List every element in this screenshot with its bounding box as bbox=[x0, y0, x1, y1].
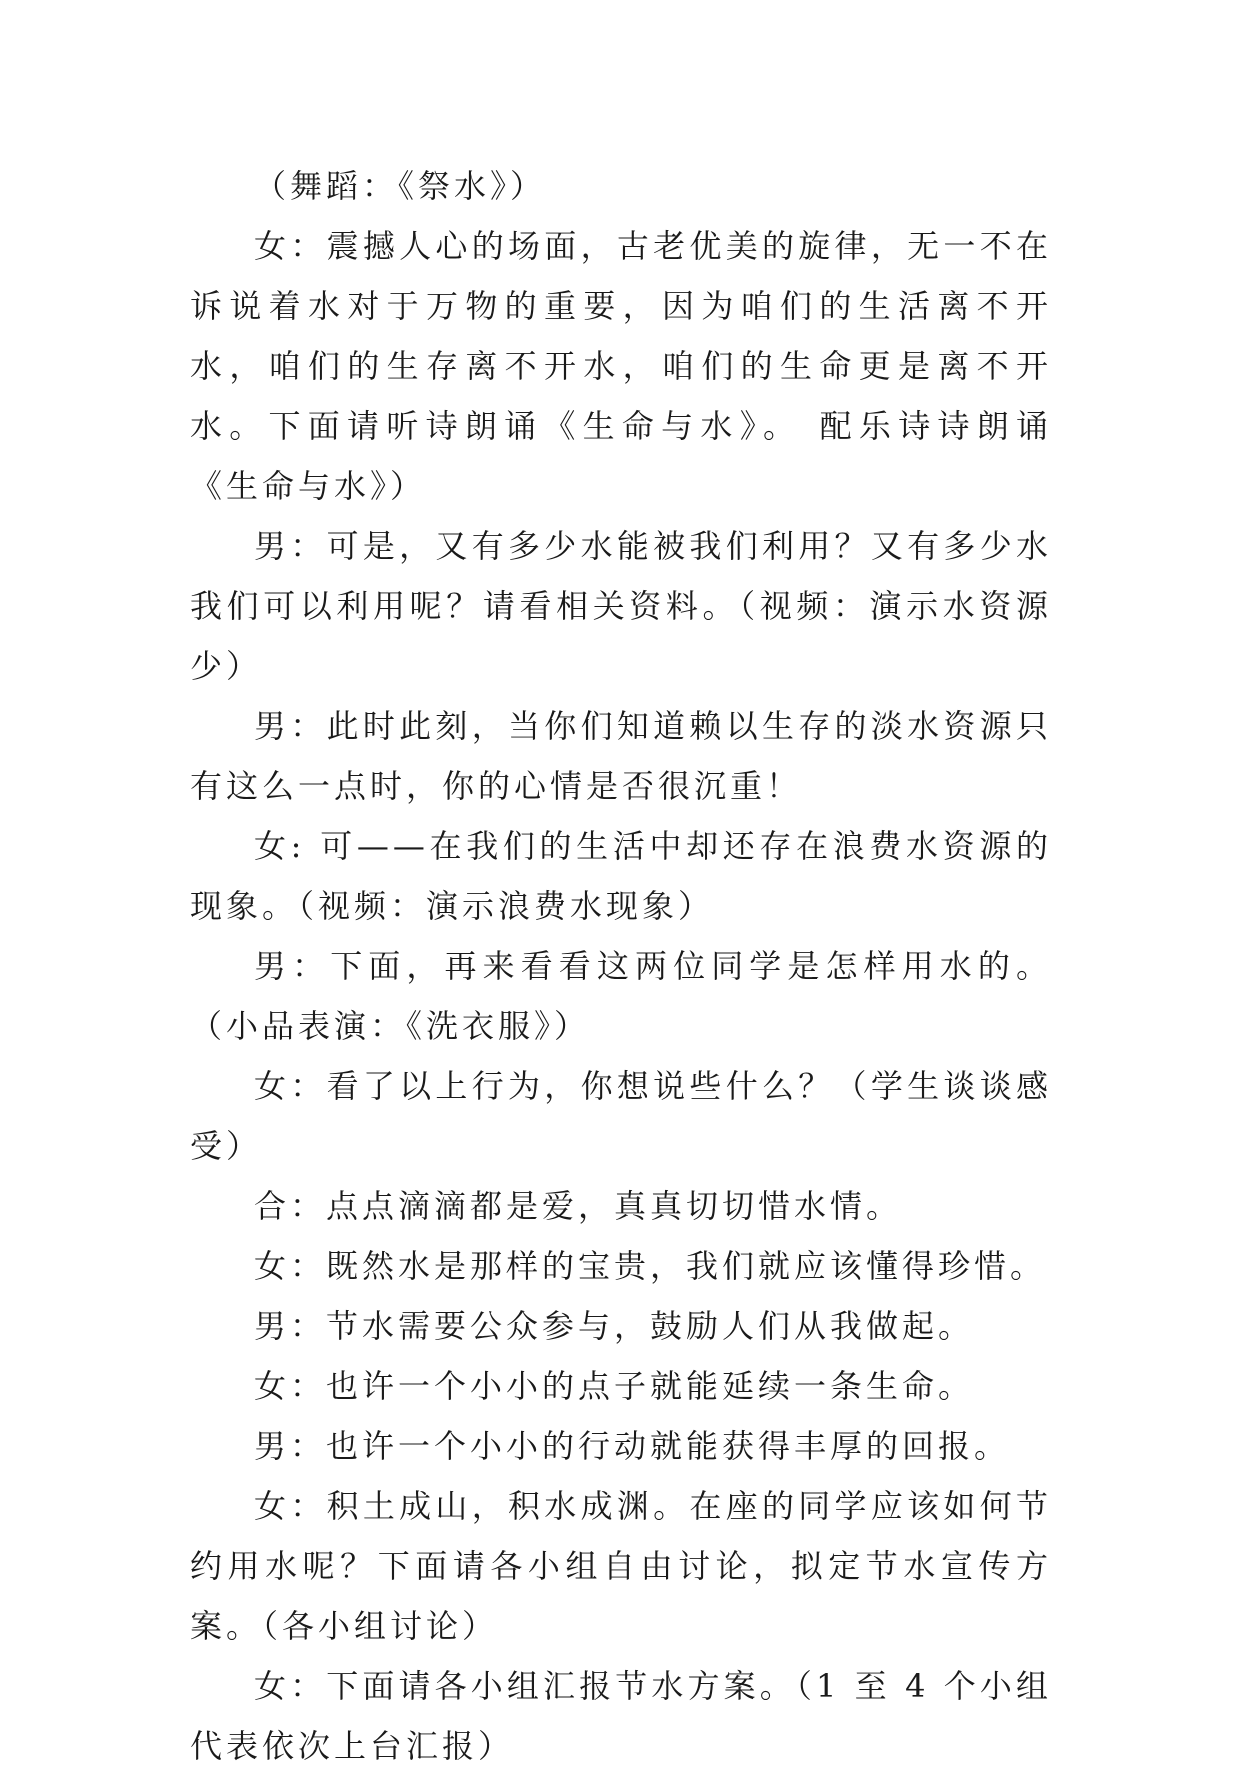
paragraph: 女：积土成山，积水成渊。在座的同学应该如何节约用水呢？下面请各小组自由讨论，拟定节水宣传方案。（各小组讨论） bbox=[190, 1487, 1052, 1645]
paragraph: 男：下面，再来看看这两位同学是怎样用水的。（小品表演：《洗衣服》） bbox=[190, 947, 1052, 1045]
paragraph: 女：既然水是那样的宝贵，我们就应该懂得珍惜。 bbox=[254, 1247, 1047, 1285]
paragraph: （舞蹈：《祭水》） bbox=[254, 167, 547, 205]
paragraph: 男：节水需要公众参与，鼓励人们从我做起。 bbox=[254, 1307, 975, 1345]
paragraph: 合：点点滴滴都是爱，真真切切惜水情。 bbox=[254, 1187, 903, 1225]
paragraph: 女: 可——在我们的生活中却还存在浪费水资源的现象。（视频：演示浪费水现象） bbox=[190, 827, 1052, 925]
paragraph: 女：也许一个小小的点子就能延续一条生命。 bbox=[254, 1367, 975, 1405]
paragraph: 男：此时此刻，当你们知道赖以生存的淡水资源只有这么一点时，你的心情是否很沉重！ bbox=[190, 707, 1052, 805]
paragraph: 男：也许一个小小的行动就能获得丰厚的回报。 bbox=[254, 1427, 1011, 1465]
document-body bbox=[190, 156, 1052, 1776]
paragraph: 女：看了以上行为，你想说些什么？（学生谈谈感受） bbox=[190, 1067, 1052, 1165]
paragraph: 女：下面请各小组汇报节水方案。（1 至 4 个小组代表依次上台汇报） bbox=[190, 1667, 1052, 1765]
paragraph: 男：可是，又有多少水能被我们利用？又有多少水我们可以利用呢？请看相关资料。（视频：演示水资源少） bbox=[190, 527, 1052, 685]
paragraph: 女：震撼人心的场面，古老优美的旋律，无一不在诉说着水对于万物的重要，因为咱们的生活离不开水，咱们的生存离不开水，咱们的生命更是离不开水。下面请听诗朗诵《生命与水》。 配乐诗诗朗诵《生命与水》） bbox=[190, 227, 1052, 505]
